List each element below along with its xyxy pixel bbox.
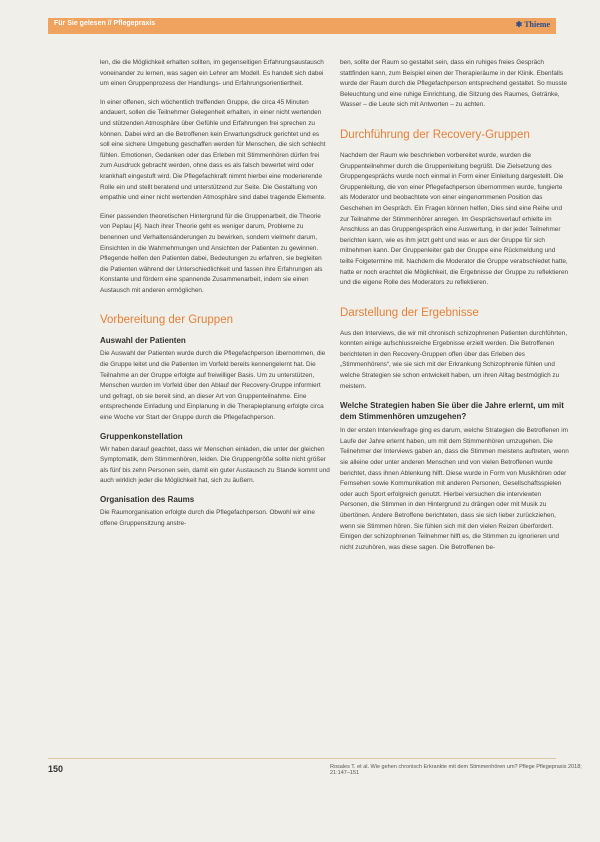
paragraph: Aus den Interviews, die wir mit chronisch schizophrenen Patienten durchführten, konnten einige aufschlussreiche Ergebnisse erzielt werden. Die Betroffenen berichteten in den Recovery-Gruppen offen über das Erleben des „Stimmenhörens“, wie sie sich mit der Erkrankung Schizophrenie fühlen und welche Strategien sie schon entwickelt haben, um ihren Alltag bestmöglich zu meistern.	[340, 329, 567, 390]
section-heading-conduct: Durchführung der Recovery-Gruppen	[340, 128, 530, 141]
header-bar	[48, 18, 556, 34]
paragraph: len, die die Möglichkeit erhalten sollten, im gegenseitigen Erfahrungsaustausch voneinander zu lernen, was sagen ein Lehrer am Modell. Es handelt sich dabei um einen Gruppenprozess der Handlungs- und Erfahrungsorientiertheit.	[100, 59, 324, 88]
question-heading: Welche Strategien haben Sie über die Jahre erlernt, um mit dem Stimmenhören umzugehen?	[340, 401, 564, 422]
publisher-logo	[516, 20, 550, 29]
left-column	[100, 58, 330, 537]
page-number: 150	[48, 764, 64, 774]
section-tag: Für Sie gelesen // Pflegepraxis	[54, 20, 156, 27]
subheading-patients: Auswahl der Patienten	[100, 336, 186, 346]
paragraph: In einer offenen, sich wöchentlich treffenden Gruppe, die circa 45 Minuten andauert, sollen die Teilnehmer Gelegenheit erhalten, in einer nicht wertenden und stützenden Atmosphäre über Gefühle und Erfahrungen frei sprechen zu können. Dabei wird an die Betroffenen kein Erwartungsdruck gerichtet und es soll eine sichere Umgebung geschaffen werden für Menschen, die sich schlecht fühlen. Emotionen, Gedanken oder das Erleben mit Stimmenhören dürfen frei zum Ausdruck gebracht werden, ohne dass es als falsch bewertet wird oder krankhaft eingestuft wird. Die Pflegefachkraft nimmt hierbei eine moderierende Rolle ein und stellt beratend und unterstützend zur Seite. Die Gestaltung von empathie und einer nicht wertenden Atmosphäre sind dabei tragende Elemente.	[100, 98, 326, 202]
logo-text: Thieme	[524, 20, 550, 29]
footer-divider	[48, 758, 556, 759]
subheading-room: Organisation des Raums	[100, 495, 195, 504]
paragraph: Einer passenden theoretischen Hintergrund für die Gruppenarbeit, die Theorie von Peplau [4]. Nach ihrer Theorie geht es weniger darum, Probleme zu benennen und Verhaltensänderungen zu bewirken, sondern vielmehr darum, Einsichten in die Wahrnehmungen und Ansichten der Patienten zu gewinnen. Pflegende helfen den Patienten dabei, Bedeutungen zu erfahren, sie begleiten die Patienten während der Unterschiedlichkeit und fassen ihre Erfahrungen als Konstante und fördern eine spannende Zusammenarbeit, indem sie einen Austausch mit anderen ermöglichen.	[100, 212, 323, 294]
paragraph: Wir haben darauf geachtet, dass wir Menschen einladen, die unter der gleichen Symptomatik, dem Stimmenhören, leiden. Die Gruppengröße sollte nicht größer als fünf bis zehn Personen sein, damit ein guter Austausch zu Stande kommt und auch wirklich jeder die Möglichkeit hat, sich zu äußern.	[100, 445, 330, 485]
paragraph: ben, sollte der Raum so gestaltet sein, dass ein ruhiges freies Gespräch stattfinden kann, zum Beispiel einen der Therapieräume in der Klinik. Ebenfalls wurde der Raum durch die Pflegefachperson entsprechend gestaltet. So musste Beleuchtung und eine ruhige Einrichtung, die Sitzung des Raumes, Getränke, Wasser – die Leute sich mit Antworten – zu achten.	[340, 59, 567, 109]
thieme-star-icon: ✱	[515, 20, 523, 29]
paragraph: Nachdem der Raum wie beschrieben vorbereitet wurde, wurden die Gruppenteilnehmer durch die Gruppenleitung begrüßt. Die Zielsetzung des Gruppengesprächs wurde noch einmal in Form einer Einleitung dargestellt. Die Gruppenleitung, die von einer Pflegefachperson übernommen wurde, fungierte als Moderator und beobachtete von einer eingenommenen Position das Geschehen im Gespräch. Ein Fragen können helfen, Dies sind eine Reihe und zur Teilnahme der Stimmenhörer anregen. Im Gesprächsverlauf erhielte im Anschluss an das Gruppengespräch eine Auswertung, in der jeder Teilnehmer berichten kann, wie es ihm jetzt geht und was er aus der Gruppe für sich mitnehmen kann. Der Gruppenleiter gab der Gruppe eine Rückmeldung und teilte Folgetermine mit. Nachdem die Moderator die Gruppe verabschiedet hatte, hatte er noch erachtet die Möglichkeit, die Ergebnisse der Gruppe zu reflektieren und die eigene Rolle des Moderators zu reflektieren.	[340, 151, 569, 287]
subheading-constellation: Gruppenkonstellation	[100, 431, 183, 441]
right-column	[340, 58, 570, 561]
section-heading-preparation: Vorbereitung der Gruppen	[100, 314, 233, 327]
footer-citation: Rosales T. et al. Wie gehen chronisch Erkrankte mit dem Stimmenhören um? Pflege Pflegepraxis 2018; 21:147–151	[330, 764, 582, 776]
paragraph: Die Auswahl der Patienten wurde durch die Pflegefachperson übernommen, die die Gruppe leitet und die Patienten im Vorfeld bereits kennengelernt hat. Die Teilnahme an der Gruppe erfolgte auf freiwilliger Basis. Um zu unterstützen, Menschen wurden im Vorfeld über den Ablauf der Recovery-Gruppe informiert und gefragt, ob sie bereit sind, an dieser Art von Gruppenteilnahme. Eine entsprechende Einladung und Einplanung in die Therapieplanung erfolgte circa eine Woche vor Start der Gruppe durch die Pflegefachperson.	[100, 350, 326, 422]
paragraph: In der ersten Interviewfrage ging es darum, welche Strategien die Betroffenen im Laufe der Jahre erlernt haben, um mit dem Stimmenhören umzugehen. Die Teilnehmer der Interviews gaben an, dass die Stimmen meistens auftreten, wenn sie alleine oder unter anderen Menschen und von vielen Betroffenen wurde berichtet, dass ihnen Ablenkung hilft. Diese wurde in Form von Musikhören oder Fernsehen sowie Kommunikation mit anderen Personen, Gesellschaftsspielen oder auch Sport erfolgreich genutzt. Hierbei versuchen die interviewten Personen, die Stimmen in den Hintergrund zu drängen oder mit Musik zu übertönen. Andere Betroffene berichteten, dass sie sich lieber zurückziehen, wenn sie Stimmen hören. Sie fühlen sich mit den vielen Reizen überfordert. Einigen der schizophrenen Teilnehmer hilft es, die Stimmen zu ignorieren und nicht zuzuhören, was diese sagen. Die Betroffenen be-	[340, 427, 569, 551]
section-heading-results: Darstellung der Ergebnisse	[340, 306, 479, 319]
paragraph: Die Raumorganisation erfolgte durch die Pflegefachperson. Obwohl wir eine offene Gruppensitzung anstre-	[100, 509, 315, 527]
